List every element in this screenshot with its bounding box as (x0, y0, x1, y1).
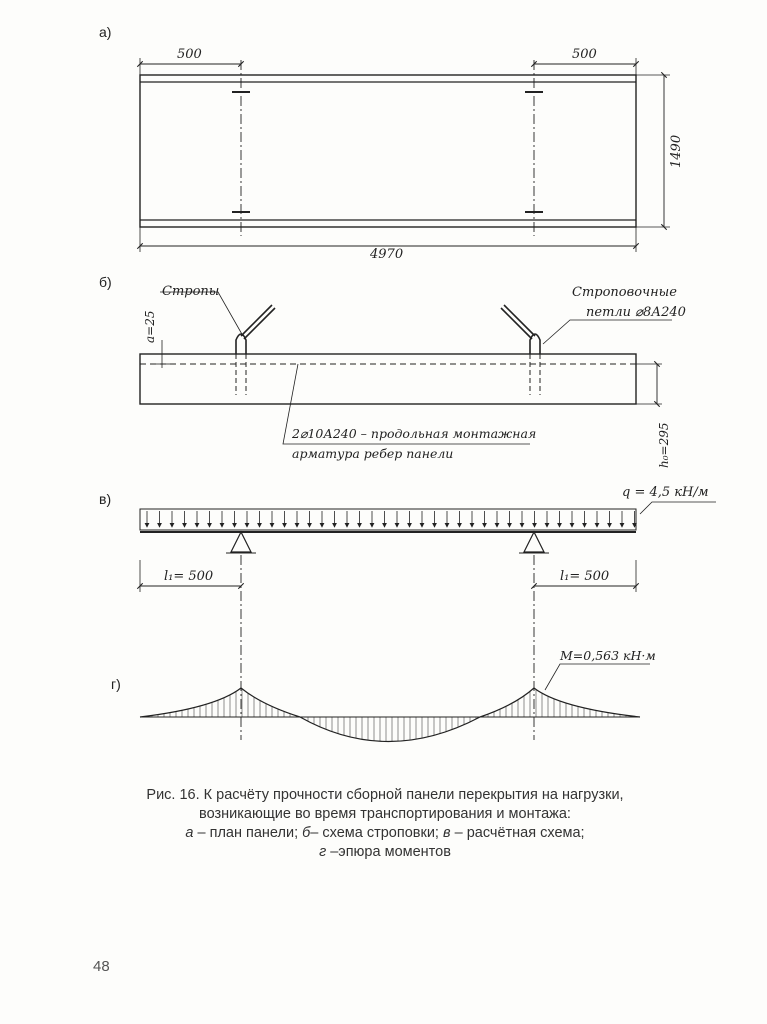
caption-d: г (319, 844, 327, 860)
caption-line-3 (110, 824, 660, 843)
caption-b-text: – схема строповки; (310, 825, 443, 841)
label-a: а) (99, 24, 112, 40)
loops-label-1: Строповочные (572, 285, 677, 300)
moment-diagram (140, 664, 650, 742)
cover-dim: a=25 (143, 310, 157, 343)
caption-b: б (302, 825, 311, 841)
rebar-label-2: арматура ребер панели (292, 446, 454, 461)
h0-dim: h₀=295 (657, 422, 671, 468)
caption-c: в (443, 825, 451, 841)
caption-a: а (185, 825, 194, 841)
label-c: в) (99, 491, 112, 507)
dim-left-500: 500 (177, 47, 202, 62)
figure-caption (110, 786, 660, 862)
slings-label: Стропы (162, 284, 220, 299)
dim-height-1490: 1490 (669, 134, 684, 168)
caption-line-1: Рис. 16. К расчёту прочности сборной панели перекрытия на нагрузки, (146, 787, 624, 803)
plan-panel (140, 58, 670, 252)
moment-label: M=0,563 кН·м (560, 648, 656, 663)
caption-line-2: возникающие во время транспортирования и монтажа: (199, 806, 571, 822)
load-label: q = 4,5 кН/м (622, 485, 709, 500)
loops-label-2: петли ⌀8А240 (586, 305, 686, 320)
label-b: б) (99, 274, 112, 290)
caption-c-text: – расчётная схема; (450, 825, 585, 841)
span-right-label: l₁= 500 (560, 569, 610, 584)
rebar-label-1: 2⌀10А240 – продольная монтажная (292, 426, 537, 441)
dim-length-4970: 4970 (370, 247, 404, 262)
label-d: г) (111, 676, 121, 692)
caption-a-text: – план панели; (193, 825, 303, 841)
design-scheme (140, 502, 716, 740)
caption-line-4 (110, 843, 660, 862)
span-left-label: l₁= 500 (164, 569, 214, 584)
caption-d-text: –эпюра моментов (326, 844, 451, 860)
dim-right-500: 500 (572, 47, 597, 62)
page-number: 48 (93, 958, 110, 975)
